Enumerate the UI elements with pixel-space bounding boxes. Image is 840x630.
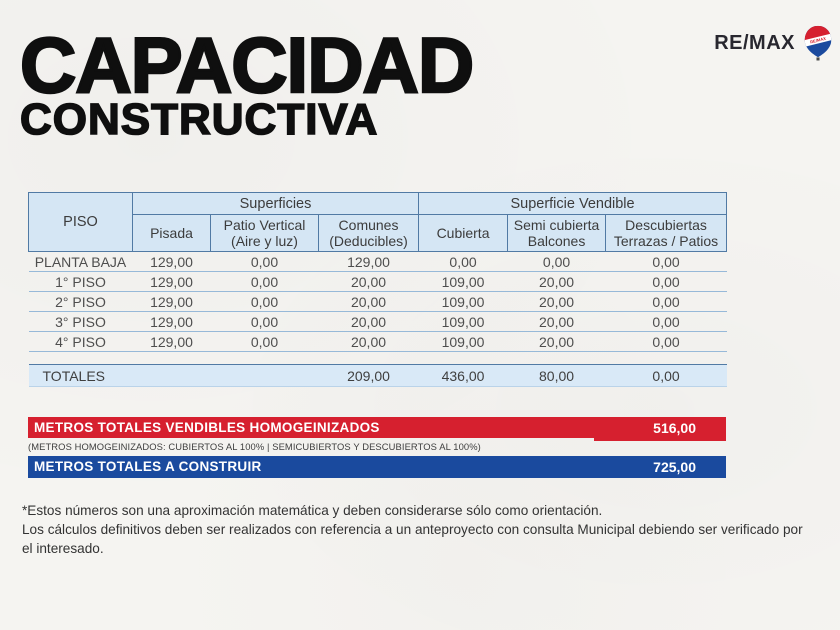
cell-value: 129,00 xyxy=(133,332,211,352)
cell-piso: 4° PISO xyxy=(29,332,133,352)
column-header-cubierta xyxy=(419,215,508,252)
column-header-patio-vertical xyxy=(211,215,319,252)
subheader-line: Comunes xyxy=(338,217,399,233)
table-row-piso-4 xyxy=(29,332,727,352)
cell-value: 129,00 xyxy=(133,252,211,272)
page-title xyxy=(20,21,474,144)
cell-piso: PLANTA BAJA xyxy=(29,252,133,272)
homogeinizados-note: (METROS HOMOGEINIZADOS: CUBIERTOS AL 100% | SEMICUBIERTOS Y DESCUBIERTOS AL 100%) xyxy=(28,441,481,452)
cell-value: 20,00 xyxy=(508,332,606,352)
table-row-totales xyxy=(29,365,727,387)
metros-construir-bar xyxy=(28,456,726,478)
cell-value: 0,00 xyxy=(606,272,727,292)
cell-value: 0,00 xyxy=(606,292,727,312)
metros-construir-value: 725,00 xyxy=(594,456,726,478)
cell-piso: 2° PISO xyxy=(29,292,133,312)
subheader-line: (Deducibles) xyxy=(329,233,408,249)
table-gap-row xyxy=(29,352,727,365)
cell-value: 0,00 xyxy=(211,312,319,332)
cell-value: 80,00 xyxy=(508,365,606,387)
table-row-piso-2 xyxy=(29,292,727,312)
cell-value: 129,00 xyxy=(133,292,211,312)
column-header-comunes xyxy=(319,215,419,252)
cell-value: 0,00 xyxy=(211,292,319,312)
footnote-line2: Los cálculos definitivos deben ser realizados con referencia a un anteproyecto con consulta Municipal debiendo ser verificado por el interesado. xyxy=(22,522,803,556)
cell-value: 436,00 xyxy=(419,365,508,387)
table-row-piso-1 xyxy=(29,272,727,292)
cell-value: 0,00 xyxy=(606,332,727,352)
cell-value: 109,00 xyxy=(419,312,508,332)
subheader-line: Cubierta xyxy=(436,225,490,241)
column-header-descubiertas xyxy=(606,215,727,252)
cell-value: 0,00 xyxy=(606,252,727,272)
cell-piso: 1° PISO xyxy=(29,272,133,292)
subheader-line: Patio Vertical xyxy=(223,217,306,233)
column-group-superficies: Superficies xyxy=(133,193,419,215)
subheader-line: (Aire y luz) xyxy=(231,233,298,249)
metros-vendibles-bar xyxy=(28,417,726,441)
remax-logo xyxy=(714,24,834,62)
capacity-table xyxy=(28,192,727,387)
column-header-piso: PISO xyxy=(29,193,133,252)
cell-value: 209,00 xyxy=(319,365,419,387)
cell-value: 129,00 xyxy=(133,312,211,332)
header-group-row xyxy=(29,193,727,215)
page-title-line2: CONSTRUCTIVA xyxy=(20,95,379,144)
cell-piso: 3° PISO xyxy=(29,312,133,332)
cell-value: 20,00 xyxy=(319,332,419,352)
cell-value: 20,00 xyxy=(508,312,606,332)
column-group-superficie-vendible: Superficie Vendible xyxy=(419,193,727,215)
cell-value: 0,00 xyxy=(211,272,319,292)
cell-value: 109,00 xyxy=(419,272,508,292)
cell-value: 20,00 xyxy=(319,312,419,332)
table-row-planta-baja xyxy=(29,252,727,272)
cell-value: 109,00 xyxy=(419,332,508,352)
totals-label: TOTALES xyxy=(29,365,133,387)
gap-cell xyxy=(29,352,727,365)
table-row-piso-3 xyxy=(29,312,727,332)
remax-balloon-icon xyxy=(802,24,834,62)
cell-value: 0,00 xyxy=(606,365,727,387)
remax-wordmark: RE/MAX xyxy=(714,31,795,54)
subheader-line: Semi cubierta xyxy=(513,217,600,233)
cell-value: 0,00 xyxy=(419,252,508,272)
cell-value: 0,00 xyxy=(211,252,319,272)
metros-construir-label: METROS TOTALES A CONSTRUIR xyxy=(28,456,594,478)
cell-value xyxy=(133,365,211,387)
capacity-table-wrap xyxy=(28,192,726,387)
column-header-semi-cubierta xyxy=(508,215,606,252)
cell-value: 20,00 xyxy=(319,292,419,312)
footnote xyxy=(22,501,810,558)
subheader-line: Descubiertas xyxy=(625,217,707,233)
page-title-line1: CAPACIDAD xyxy=(20,21,474,109)
cell-value: 0,00 xyxy=(606,312,727,332)
cell-value: 20,00 xyxy=(508,272,606,292)
balloon-micro-text: RE/MAX xyxy=(809,35,827,45)
cell-value: 0,00 xyxy=(211,332,319,352)
cell-value xyxy=(211,365,319,387)
cell-value: 129,00 xyxy=(319,252,419,272)
column-header-pisada xyxy=(133,215,211,252)
cell-value: 20,00 xyxy=(508,292,606,312)
metros-vendibles-value: 516,00 xyxy=(594,417,726,441)
metros-vendibles-label: METROS TOTALES VENDIBLES HOMOGEINIZADOS xyxy=(28,417,594,438)
subheader-line: Pisada xyxy=(150,225,193,241)
header-sub-row xyxy=(29,215,727,252)
cell-value: 0,00 xyxy=(508,252,606,272)
subheader-line: Terrazas / Patios xyxy=(613,233,719,249)
footnote-line1: *Estos números son una aproximación matemática y deben considerarse sólo como orientación. xyxy=(22,503,603,518)
subheader-line: Balcones xyxy=(527,233,586,249)
cell-value: 109,00 xyxy=(419,292,508,312)
cell-value: 20,00 xyxy=(319,272,419,292)
cell-value: 129,00 xyxy=(133,272,211,292)
